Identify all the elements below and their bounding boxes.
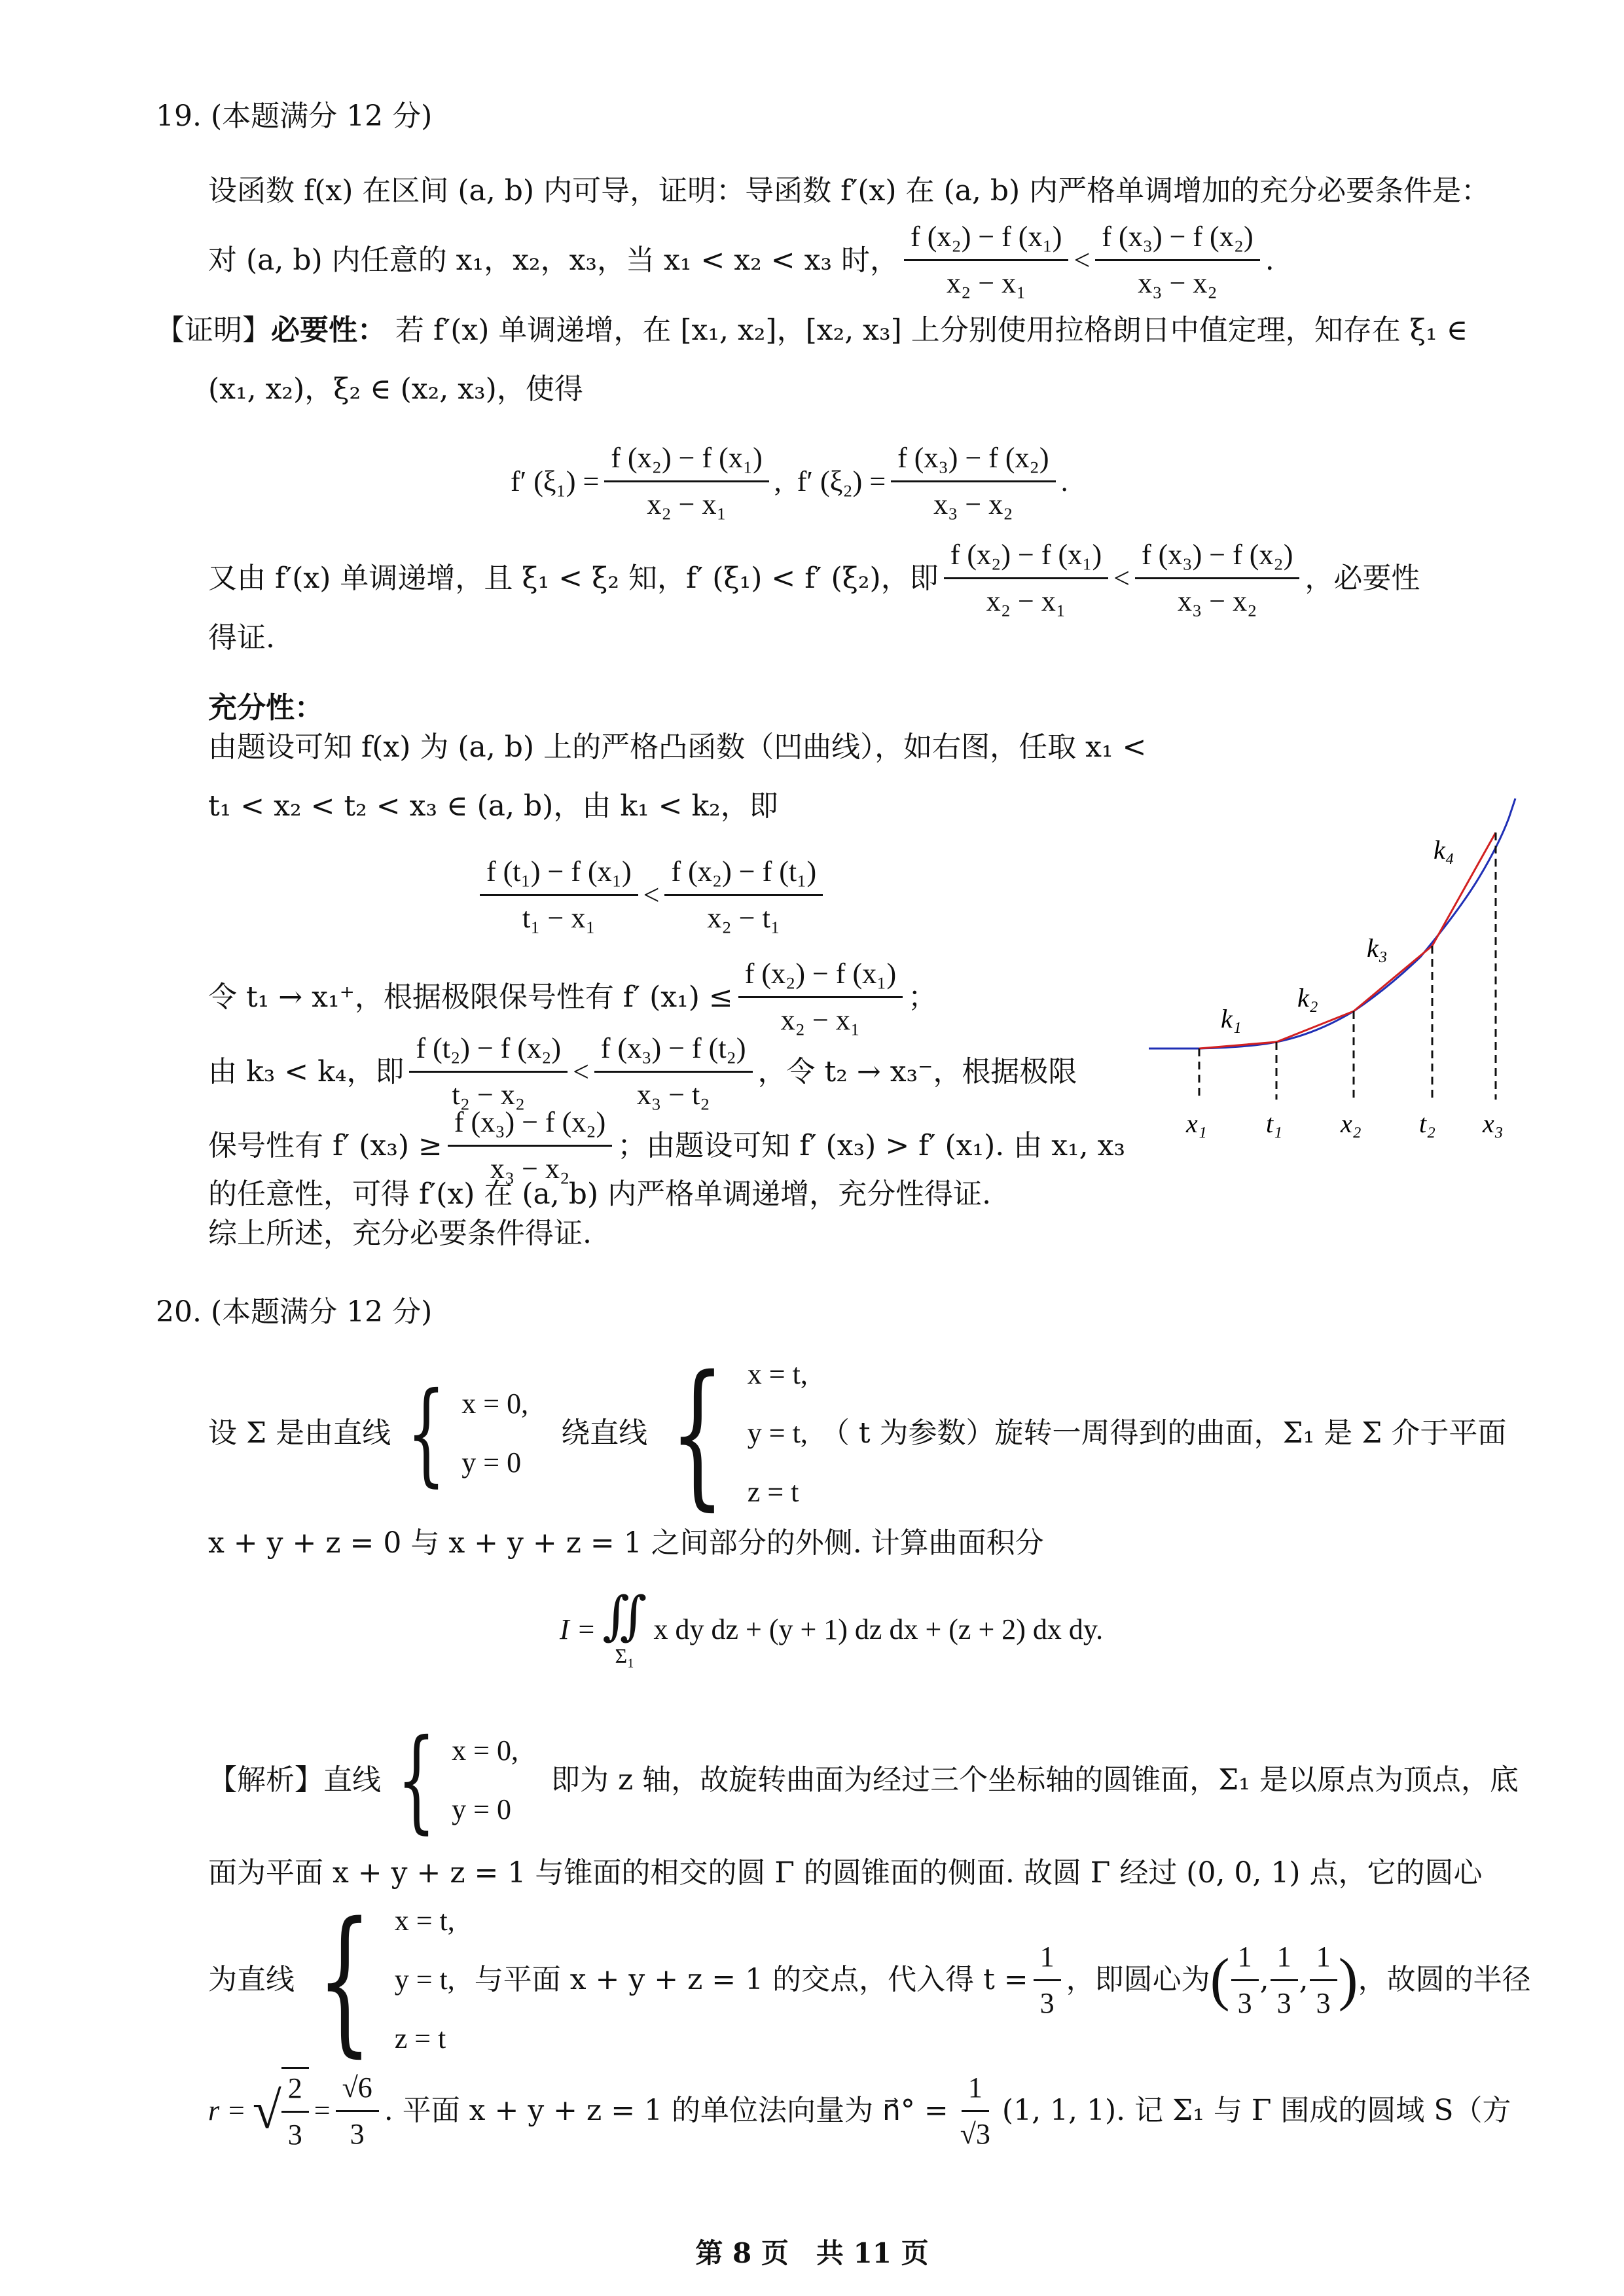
system-row: z = t [747,1476,799,1508]
q20-solution-line3: 为直线 { x = t, y = t, z = t 与平面 x + y + z = 1 的交点，代入得 t = $\frac{1}{3}$ ，即圆心为 ( $\frac{1}{3}$ , $\frac{1}{3}$ , $\frac{1}{3}$ ) ，故圆的半径 [208,1888,1531,2072]
system-row: y = t, [747,1417,808,1449]
fraction-denominator: 3 [1039,1986,1055,2019]
fraction-numerator: f (x₂) − f (x₁) [738,954,903,998]
necessity-tail: ，必要性 [1305,561,1420,595]
axis-system [395,1892,455,2068]
q19-conclusion: 综上所述，充分必要条件得证. [208,1217,592,1250]
left-brace: { [670,1342,725,1525]
solution-text: ，即圆心为 [1066,1963,1210,1996]
sufficiency-label: 充分性： [208,691,323,725]
q19-statement-line2: 对 (a, b) 内任意的 x₁，x₂，x₃，当 x₁ < x₂ < x₃ 时， $\frac{\text{f (x₂) − f (x₁)}}{\text{x₂ − x₁}}$ < $\frac{\text{f (x₃) − f (x₂)}}{\text{x₃ − x₂}}$ . [208,217,1274,303]
slope-label-k3: k₃ [1367,933,1388,963]
fraction [594,1029,753,1115]
axis-label-x1: x₁ [1186,1109,1207,1138]
solution-text: 为直线 [208,1963,295,1996]
fraction-numerator: f (x₂) − f (x₁) [904,217,1068,261]
fraction-denominator: x₂ − x₁ [947,267,1026,299]
q19-limit-line2: 由 k₃ < k₄，即 $\frac{\text{f (t₂) − f (x₂)}}{\text{t₂ − x₂}}$ < $\frac{\text{f (x₃) − f (t₂)}}{\text{x₃ − t₂}}$ ，令 t₂ → x₃⁻，根据极限 [208,1029,1077,1115]
solution-tag: 【解析】 [208,1763,323,1797]
left-brace: { [317,1888,372,2072]
line-system [452,1721,518,1839]
fraction-numerator: f (x₃) − f (t₂) [594,1029,753,1073]
q19-necessity-end: 得证. [208,621,275,655]
fraction [604,439,768,524]
necessity-label: 必要性： [271,314,386,347]
left-brace: { [406,1369,446,1498]
axis-label-t2: t₂ [1419,1109,1436,1138]
q20-solution-line1 [208,1715,1519,1845]
solution-text: (1, 1, 1). 记 Σ₁ 与 Γ 围成的圆域 S（方 [1001,2094,1511,2127]
solution-text: . 平面 x + y + z = 1 的单位法向量为 n⃗° = [384,2094,948,2127]
fraction [738,954,903,1040]
q19-proof-line1 [156,311,1468,350]
fraction-denominator: x₂ − t₁ [707,902,781,934]
fraction-denominator: x₃ − x₂ [490,1153,570,1185]
left-paren: ( [1210,1947,1230,2012]
double-integral-symbol: ∬ Σ₁ [602,1588,647,1668]
fraction-numerator: 1 [1310,1937,1337,1981]
fraction-numerator: 1 [1271,1937,1298,1981]
fraction-denominator: x₃ − x₂ [1138,267,1218,299]
eq-lhs: f′ (ξ₁) = [511,465,600,497]
q20-solution-line4 [208,2065,1511,2157]
page-footer: 第 8 页 共 11 页 [695,2237,929,2269]
q20-heading: 20. (本题满分 12 分) [156,1295,433,1329]
limit-tail: ，令 t₂ → x₃⁻，根据极限 [757,1054,1077,1088]
fraction [1095,217,1259,303]
system-row: y = 0 [461,1446,522,1479]
solution-text: 与平面 x + y + z = 1 的交点，代入得 t = [474,1963,1028,1996]
curve-line [1149,798,1515,1049]
statement-text: 设 Σ 是由直线 [208,1416,391,1450]
fraction [891,439,1055,524]
fraction-one-third [1271,1937,1298,2023]
fraction-numerator: f (x₃) − f (x₂) [891,439,1055,482]
necessity-text: 又由 f′(x) 单调递增，且 ξ₁ < ξ₂ 知，f′ (ξ₁) < f′ (ξ₂)，即 [208,561,939,595]
fraction-denominator: t₁ − x₁ [522,902,596,934]
q19-heading: 19. (本题满分 12 分) [156,99,433,133]
fraction-denominator: x₃ − x₂ [933,488,1013,520]
limit-text: 保号性有 f′ (x₃) ≥ [208,1128,442,1162]
sqrt-sign: √ [252,2082,281,2140]
radius-lhs: r = [208,2094,246,2126]
limit-text: 由 k₃ < k₄，即 [208,1054,405,1088]
right-paren: ) [1338,1947,1358,2012]
fraction-root6-over-3 [336,2068,379,2154]
q20-statement-line1 [208,1342,1507,1525]
fraction [409,1029,568,1115]
fraction-numerator: 1 [1034,1937,1061,1981]
q19-sufficiency-line1: 由题设可知 f(x) 为 (a, b) 上的严格凸函数（凹曲线），如右图，任取 x₁ < [208,730,1147,764]
equals-sign: = [314,2094,331,2126]
fraction-numerator: f (x₃) − f (x₂) [448,1103,612,1147]
fraction-numerator: f (t₁) − f (x₁) [480,852,638,896]
fraction-denominator: 3 [350,2117,365,2150]
fraction-denominator: x₃ − t₂ [636,1079,710,1111]
fraction-numerator: f (x₃) − f (x₂) [1095,217,1259,261]
q19-statement-prefix: 对 (a, b) 内任意的 x₁，x₂，x₃，当 x₁ < x₂ < x₃ 时， [208,243,899,277]
limit-tail: ；由题设可知 f′ (x₃) > f′ (x₁). 由 x₁, x₃ [617,1128,1126,1162]
q19-sufficiency-line2: t₁ < x₂ < t₂ < x₃ ∈ (a, b)，由 k₁ < k₂，即 [208,789,778,823]
q19-necessity-line: 又由 f′(x) 单调递增，且 ξ₁ < ξ₂ 知，f′ (ξ₁) < f′ (ξ₂)，即 $\frac{\text{f (x₂) − f (x₁)}}{\text{x₂ − x₁}}$ < $\frac{\text{f (x₃) − f (x₂)}}{\text{x₃ − x₂}}$ ，必要性 [208,535,1420,621]
axis-label-t1: t₁ [1266,1109,1283,1138]
q19-mean-value-equation: f′ (ξ₁) = $\frac{\text{f (x₂) − f (x₁)}}{\text{x₂ − x₁}}$ , f′ (ξ₂) = $\frac{\text{f (x₃) − f (x₂)}}{\text{x₃ − x₂}}$ . [511,439,1068,524]
fraction-numerator: f (x₂) − f (t₁) [664,852,823,896]
fraction-numerator: 2 [281,2069,309,2113]
system-row: x = t, [747,1358,808,1390]
fraction-denominator: x₃ − x₂ [1177,585,1257,617]
statement-text: （ t 为参数）旋转一周得到的曲面，Σ₁ 是 Σ 介于平面 [820,1416,1507,1450]
fraction-numerator: f (t₂) − f (x₂) [409,1029,568,1073]
fraction-denominator: 3 [1276,1986,1291,2019]
fraction-numerator: f (x₂) − f (x₁) [944,535,1108,579]
axis-system [748,1345,808,1522]
integral-lhs: I = [560,1613,596,1645]
q19-sufficiency-end: 的任意性，可得 f′(x) 在 (a, b) 内严格单调递增，充分性得证. [208,1177,992,1211]
fraction-one-third [1310,1937,1337,2023]
q20-solution-line2: 面为平面 x + y + z = 1 与锥面的相交的圆 Γ 的圆锥面的侧面. 故圆 Γ 经过 (0, 0, 1) 点，它的圆心 [208,1856,1483,1890]
q20-surface-integral [560,1590,1103,1669]
slope-label-k1: k₁ [1221,1004,1242,1033]
solution-text: 直线 [323,1763,381,1797]
fraction-denominator: 3 [1316,1986,1331,2019]
integral-body: x dy dz + (y + 1) dz dx + (z + 2) dx dy. [653,1613,1104,1645]
fraction-numerator: 1 [1231,1937,1259,1981]
system-row: x = 0, [461,1388,529,1420]
fraction-denominator: x₂ − x₁ [647,488,727,520]
system-row: y = t, [394,1964,455,1996]
proof-tag: 【证明】 [156,314,271,347]
q19-statement-line1: 设函数 f(x) 在区间 (a, b) 内可导，证明：导函数 f′(x) 在 (a, b) 内严格单调增加的充分必要条件是： [208,174,1490,207]
integral-subscript: Σ₁ [615,1644,635,1668]
statement-text: 绕直线 [561,1416,648,1450]
axis-label-x3: x₃ [1483,1109,1504,1138]
fraction-denominator: t₂ − x₂ [452,1079,526,1111]
system-row: z = t [394,2022,446,2054]
proof-text: 若 f′(x) 单调递增，在 [x₁, x₂]，[x₂, x₃] 上分别使用拉格朗日中值定理，知存在 ξ₁ ∈ [395,314,1468,347]
fraction-denominator: 3 [1237,1986,1252,2019]
fraction-denominator: x₂ − x₁ [986,585,1066,617]
fraction-numerator: √6 [336,2068,379,2112]
q19-limit-line1: 令 t₁ → x₁⁺，根据极限保号性有 f′ (x₁) ≤ $\frac{\text{f (x₂) − f (x₁)}}{\text{x₂ − x₁}}$ ； [208,954,937,1040]
fraction-denominator: 3 [287,2119,302,2151]
limit-text: 令 t₁ → x₁⁺，根据极限保号性有 f′ (x₁) ≤ [208,980,733,1014]
system-row: y = 0 [452,1793,511,1825]
q20-statement-line2: x + y + z = 0 与 x + y + z = 1 之间部分的外侧. 计算曲面积分 [208,1526,1044,1560]
fraction-denominator: √3 [960,2117,990,2150]
fraction-numerator: 1 [962,2068,989,2112]
fraction-one-third [1034,1937,1061,2023]
system-row: x = 0, [452,1734,518,1767]
solution-text: 即为 z 轴，故旋转曲面为经过三个坐标轴的圆锥面，Σ₁ 是以原点为顶点，底 [551,1763,1519,1797]
system-row: x = t, [394,1905,455,1937]
slope-label-k2: k₂ [1297,983,1318,1013]
fraction-numerator: f (x₃) − f (x₂) [1135,535,1299,579]
fraction [944,535,1108,621]
axis-label-x2: x₂ [1341,1109,1362,1138]
fraction-denominator: x₂ − x₁ [780,1004,861,1036]
fraction [904,217,1068,303]
fraction-one-over-root3 [954,2068,997,2154]
eq-lhs-2: f′ (ξ₂) = [797,465,886,497]
fraction-one-third [1231,1937,1259,2023]
convex-curve-figure [1146,785,1551,1152]
fraction [664,852,823,938]
chord-polyline [1199,833,1496,1049]
line-system [461,1374,528,1492]
q19-proof-line2: (x₁, x₂)，ξ₂ ∈ (x₂, x₃)，使得 [208,372,583,406]
solution-text: ，故圆的半径 [1358,1963,1531,1996]
fraction [480,852,638,938]
fraction-numerator: f (x₂) − f (x₁) [604,439,768,482]
left-brace: { [397,1715,436,1845]
slope-label-k4: k₄ [1434,835,1454,865]
q19-slope-inequality: $\frac{\text{f (t₁) − f (x₁)}}{\text{t₁ − x₁}}$ < $\frac{\text{f (x₂) − f (t₁)}}{\text{x₂ − t₁}}$ [475,852,828,938]
fraction [1135,535,1299,621]
fraction-two-thirds [281,2067,309,2155]
